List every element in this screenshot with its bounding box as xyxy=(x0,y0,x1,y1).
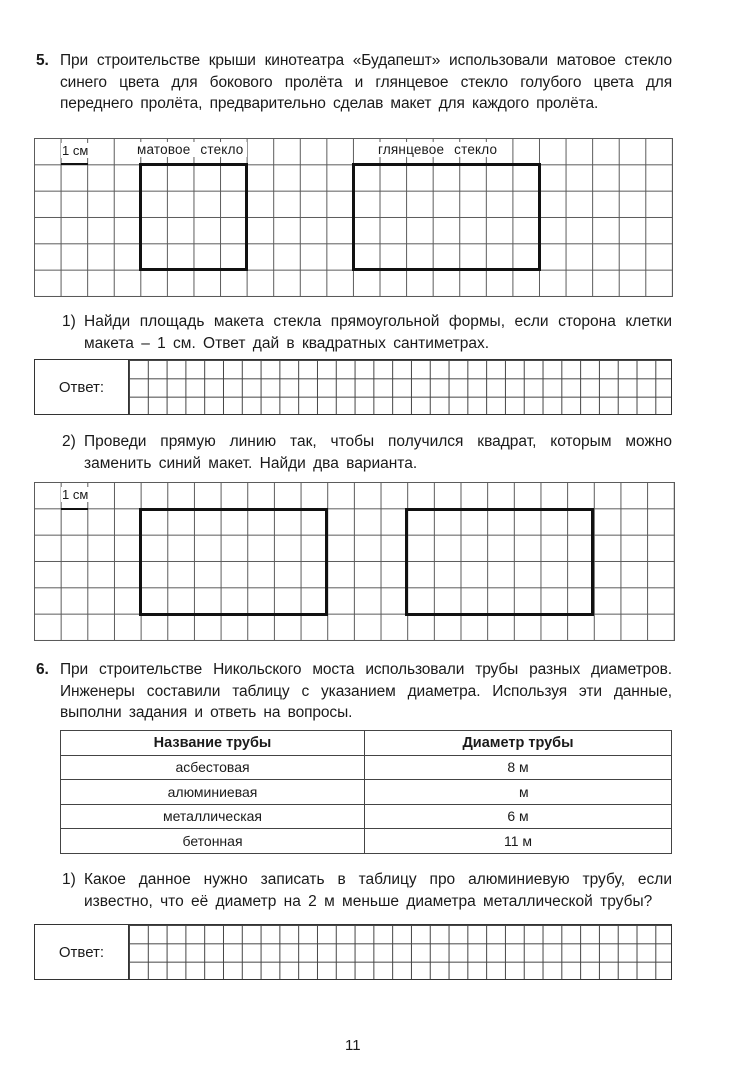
answer-grid-1[interactable] xyxy=(129,360,671,414)
answer-label: Ответ: xyxy=(35,925,129,979)
answer-box-1 xyxy=(34,359,672,415)
task6-number: 6. xyxy=(36,661,49,678)
glossy-glass-rectangle xyxy=(352,163,541,271)
answer-box-2 xyxy=(34,924,672,980)
task5-body: При строительстве крыши кинотеатра «Будапешт» использовали матовое стекло синего цвета для бокового пролёта и глянцевое стекло голубого цвета для переднего пролёта, предварительно сделав макет для каждого пролёта. xyxy=(60,52,672,112)
square-variant-rectangle-b xyxy=(405,508,594,616)
task6-text xyxy=(36,659,672,724)
question-text: Найди площадь макета стекла прямоугольной формы, если сторона клетки макета – 1 см. Ответ дай в квадратных сантиметрах. xyxy=(84,313,672,352)
pipe-diameter: 6 м xyxy=(365,804,672,829)
table-row xyxy=(61,780,672,805)
scale-line-2 xyxy=(61,508,88,510)
answer-grid-2[interactable] xyxy=(129,925,671,979)
header-pipe-name: Название трубы xyxy=(61,731,365,756)
task6-body: При строительстве Никольского моста использовали трубы разных диаметров. Инженеры составили таблицу с указанием диаметра. Используя эти данные, выполни задания и ответь на вопросы. xyxy=(60,661,672,721)
task5-text xyxy=(36,50,672,115)
answer-label: Ответ: xyxy=(35,360,129,414)
table-header-row xyxy=(61,731,672,756)
header-pipe-diameter: Диаметр трубы xyxy=(365,731,672,756)
pipe-name: металлическая xyxy=(61,804,365,829)
task6-question-1 xyxy=(62,869,672,912)
table-row xyxy=(61,755,672,780)
table-row xyxy=(61,829,672,854)
task5-number: 5. xyxy=(36,52,49,69)
pipe-diameter: 11 м xyxy=(365,829,672,854)
question-text: Какое данное нужно записать в таблицу про алюминиевую трубу, если известно, что её диаметр на 2 м меньше диаметра металлической трубы? xyxy=(84,871,672,910)
scale-line-1 xyxy=(61,163,88,165)
matte-glass-rectangle xyxy=(139,163,248,271)
task5-question-1 xyxy=(62,311,672,354)
pipe-name: бетонная xyxy=(61,829,365,854)
label-glossy-glass: глянцевое стекло xyxy=(375,142,500,157)
page-number: 11 xyxy=(345,1037,361,1054)
question-text: Проведи прямую линию так, чтобы получился квадрат, которым можно заменить синий макет. Найди два варианта. xyxy=(84,433,672,472)
scale-label-1: 1 см xyxy=(62,143,89,158)
question-number: 2) xyxy=(62,433,76,450)
pipe-name: алюминиевая xyxy=(61,780,365,805)
task5-question-2 xyxy=(62,431,672,474)
pipe-diameter: 8 м xyxy=(365,755,672,780)
table-row xyxy=(61,804,672,829)
label-matte-glass: матовое стекло xyxy=(134,142,247,157)
pipe-diameter-table xyxy=(60,730,672,854)
pipe-diameter-blank[interactable]: м xyxy=(365,780,672,805)
question-number: 1) xyxy=(62,313,76,330)
scale-label-2: 1 см xyxy=(62,487,89,502)
question-number: 1) xyxy=(62,871,76,888)
square-variant-rectangle-a xyxy=(139,508,328,616)
pipe-name: асбестовая xyxy=(61,755,365,780)
